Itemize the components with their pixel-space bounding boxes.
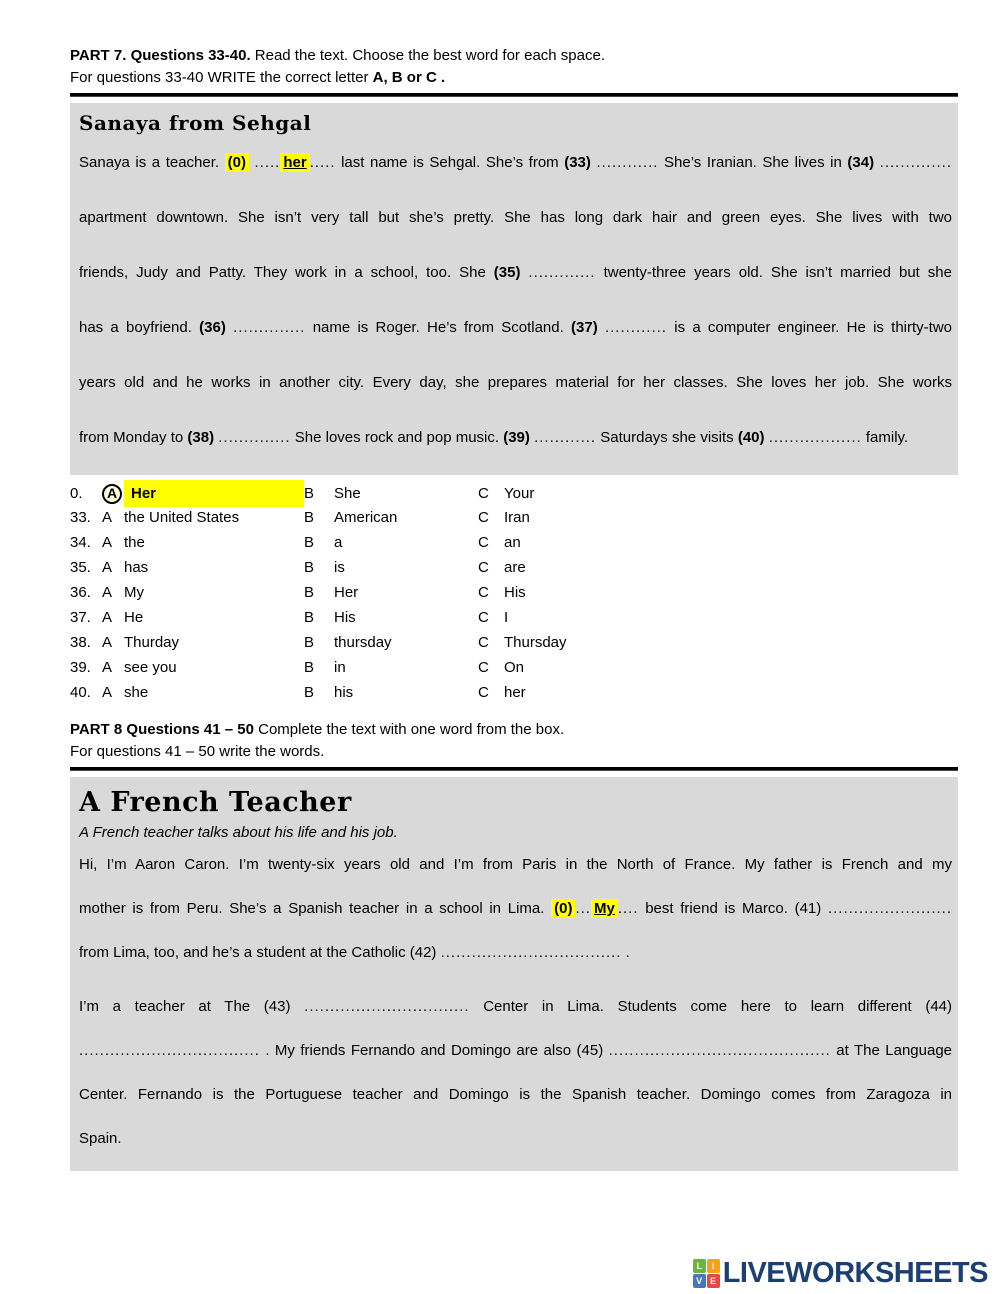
option-b-letter: B [304,609,315,626]
passage-line [79,931,952,975]
option-b-text: in [334,659,346,676]
logo-square-l: L [693,1259,706,1273]
part8-passage-subtitle: A French teacher talks about his life and his job. [79,824,398,841]
text-run: has a boyfriend. [79,319,200,336]
option-row [70,655,958,680]
answer-blank[interactable]: ... [575,900,591,917]
option-c-letter: C [478,609,489,626]
part8-heading-title: PART 8 Questions 41 – 50 [70,721,254,738]
option-c-text: I [504,609,509,626]
option-a-letter: A [102,534,113,551]
part8-passage-box [70,777,958,1171]
passage-line [79,887,952,931]
option-c-text: an [504,534,521,551]
text-run: Saturdays she visits [596,429,738,446]
example-answer-highlight: her [280,153,309,172]
part8-paragraph-1 [79,843,952,975]
option-b-text: thursday [334,634,392,651]
passage-line [79,135,952,190]
option-a-text: has [124,559,149,576]
option-row [70,555,958,580]
option-b-letter: B [304,509,315,526]
option-b-text: a [334,534,343,551]
question-number: 40. [70,684,91,701]
text-run: at The Language [830,1042,952,1059]
part8-heading-instruction: Complete the text with one word from the box. [253,721,565,738]
option-c-text: Iran [504,509,530,526]
question-number: 37. [70,609,91,626]
option-a-text: He [124,609,144,626]
option-a-text: see you [124,659,177,676]
option-row [70,480,958,505]
option-b-text: American [334,509,398,526]
text-run: last name is Sehgal. She’s from [335,154,565,171]
divider-rule [70,93,958,97]
answer-blank[interactable]: ........................ [827,900,952,917]
text-run [598,319,605,336]
liveworksheets-icon [693,1259,720,1288]
part7-subheading-letters: A, B or C . [372,69,446,86]
option-a-letter: A [102,584,113,601]
option-a-letter: A [102,609,113,626]
part7-header [70,0,958,89]
option-c-letter: C [478,584,489,601]
answer-blank[interactable]: ..... [309,154,336,171]
option-b-letter: B [304,534,315,551]
question-number: 34. [70,534,91,551]
text-run: (33) [564,154,591,171]
example-answer-highlight: (0) [551,899,575,918]
question-number: 36. [70,584,91,601]
part7-options-table [70,480,958,705]
question-number: 35. [70,559,91,576]
text-run: She’s Iranian. She lives in [658,154,848,171]
answer-blank[interactable]: .................. [768,429,862,446]
text-run: (40) [737,429,765,446]
logo-square-v: V [693,1274,706,1288]
part8-header [70,719,958,763]
option-row [70,505,958,530]
part7-subheading-text: For questions 33-40 WRITE the correct letter [70,69,373,86]
text-run: I’m a teacher at The (43) [79,998,305,1015]
part8-subheading: For questions 41 – 50 write the words. [70,743,325,760]
text-run: (35) [493,264,521,281]
option-a-letter: A [102,559,113,576]
option-row [70,530,958,555]
answer-blank[interactable]: ........................................... [608,1042,831,1059]
liveworksheets-logo[interactable] [693,1259,988,1288]
answer-blank[interactable]: ............ [604,319,667,336]
text-run: is a computer engineer. He is thirty-two [666,319,952,336]
part8-paragraph-2 [79,985,952,1161]
option-c-letter: C [478,485,489,502]
option-a-letter: A [102,684,113,701]
option-c-letter: C [478,509,489,526]
option-row [70,580,958,605]
text-run: family. [861,429,909,446]
text-run: Sanaya is a teacher. [79,154,225,171]
option-b-text: is [334,559,345,576]
option-c-text: Your [504,485,535,502]
option-b-text: his [334,684,354,701]
text-run: (39) [503,429,530,446]
logo-square-i: I [707,1259,720,1273]
answer-blank[interactable]: .............. [218,429,291,446]
text-run: (37) [571,319,598,336]
text-run: apartment downtown. She isn’t very tall but she’s pretty. She has long dark hair and green eyes. She lives with two [79,209,952,226]
text-run: name is Roger. He’s from Scotland. [305,319,572,336]
option-row [70,605,958,630]
answer-blank[interactable]: .............. [879,154,952,171]
text-run: Center. Fernando is the Portuguese teacher and Domingo is the Spanish teacher. Domingo comes from Zaragoza in [79,1086,952,1103]
option-c-text: her [504,684,526,701]
text-run: years old and he works in another city. Every day, she prepares material for her classes. She loves her job. She works [79,374,952,391]
option-b-letter: B [304,684,315,701]
option-c-letter: C [478,659,489,676]
question-number: 0. [70,485,83,502]
option-c-letter: C [478,634,489,651]
option-a-text: Her [124,480,304,507]
option-c-letter: C [478,559,489,576]
question-number: 33. [70,509,91,526]
option-a-letter: A [102,659,113,676]
passage-line [79,410,952,465]
passage-line [79,985,952,1029]
passage-line [79,1117,952,1161]
answer-blank[interactable]: ................................... [79,1042,260,1059]
option-c-letter: C [478,684,489,701]
text-run: friends, Judy and Patty. They work in a school, too. She [79,264,494,281]
text-run: (34) [847,154,875,171]
option-c-text: Thursday [504,634,567,651]
text-run: She loves rock and pop music. [290,429,504,446]
part7-heading [70,45,958,67]
passage-line [79,355,952,410]
option-b-letter: B [304,634,315,651]
option-row [70,680,958,705]
option-a-text: the [124,534,145,551]
answer-blank[interactable]: ................................ [304,998,470,1015]
text-run: (38) [187,429,215,446]
answer-blank[interactable]: ............ [534,429,597,446]
passage-line [79,843,952,887]
example-answer-highlight: My [591,899,618,918]
part8-passage-title: A French Teacher [79,787,352,818]
question-number: 39. [70,659,91,676]
circled-answer-letter: A [102,484,122,504]
option-b-letter: B [304,485,315,502]
option-b-text: She [334,485,361,502]
part7-heading-instruction: Read the text. Choose the best word for each space. [250,47,605,64]
part7-subheading [70,67,958,89]
option-a-letter: A [102,634,113,651]
question-number: 38. [70,634,91,651]
example-answer-highlight: (0) [225,153,249,172]
part7-passage-title: Sanaya from Sehgal [79,111,312,135]
answer-blank[interactable]: .... [617,900,639,917]
option-a-text: My [124,584,144,601]
text-run: from Monday to [79,429,188,446]
option-c-text: His [504,584,526,601]
passage-line [79,1073,952,1117]
part7-passage-box [70,103,958,475]
option-row [70,630,958,655]
text-run: Spain. [79,1130,122,1147]
option-b-text: Her [334,584,359,601]
text-run: best friend is Marco. (41) [638,900,828,917]
option-c-text: On [504,659,525,676]
passage-line [79,190,952,245]
option-c-text: are [504,559,526,576]
part7-passage [79,135,952,465]
text-run: Hi, I’m Aaron Caron. I’m twenty-six years old and I’m from Paris in the North of France. My father is French and my [79,856,952,873]
option-a-text: Thurday [124,634,180,651]
option-b-letter: B [304,559,315,576]
text-run: . My friends Fernando and Domingo are also (45) [259,1042,609,1059]
option-c-letter: C [478,534,489,551]
divider-rule [70,767,958,771]
passage-line [79,1029,952,1073]
text-run: Center in Lima. Students come here to learn different (44) [469,998,952,1015]
text-run: mother is from Peru. She’s a Spanish teacher in a school in Lima. [79,900,552,917]
answer-blank[interactable]: .............. [233,319,306,336]
text-run: twenty-three years old. She isn’t married but she [595,264,952,281]
option-b-letter: B [304,659,315,676]
part8-heading [70,719,958,741]
option-a-text: she [124,684,149,701]
part7-heading-title: PART 7. Questions 33-40. [70,47,251,64]
liveworksheets-wordmark: LIVEWORKSHEETS [722,1257,988,1289]
option-a-text: the United States [124,509,240,526]
text-run: (36) [199,319,226,336]
answer-blank[interactable]: ..... [254,154,281,171]
logo-square-e: E [707,1274,720,1288]
answer-blank[interactable]: ................................... [440,944,622,961]
text-run: from Lima, too, and he’s a student at the Catholic (42) [79,944,441,961]
passage-line [79,300,952,355]
option-b-text: His [334,609,356,626]
option-a-letter: A [102,509,113,526]
passage-line [79,245,952,300]
option-a-cell [102,481,124,506]
answer-blank[interactable]: ............ [596,154,659,171]
option-b-letter: B [304,584,315,601]
answer-blank[interactable]: ............. [528,264,596,281]
text-run: . [621,944,630,961]
text-run [226,319,233,336]
